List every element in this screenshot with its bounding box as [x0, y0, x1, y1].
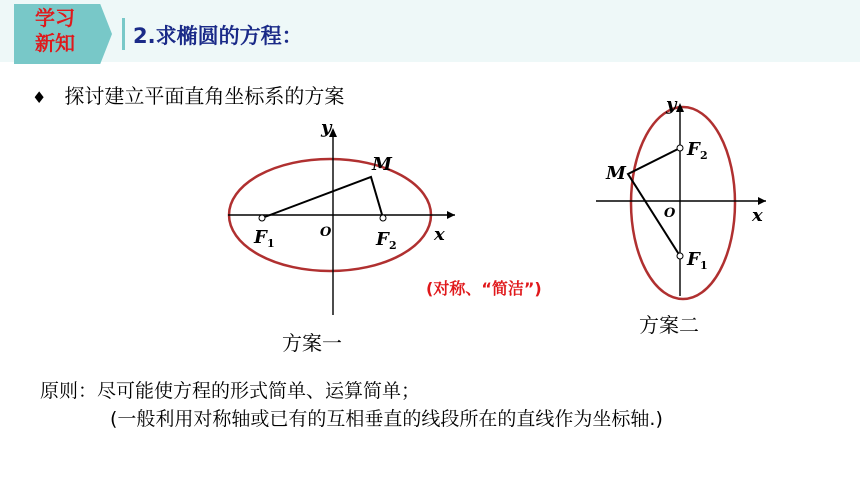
principle-line-1: 原则：尽可能使方程的形式简单、运算简单； — [40, 380, 421, 402]
x-arrow-two — [758, 197, 766, 205]
x-label-one: x — [434, 224, 445, 245]
origin-label-one: O — [320, 225, 332, 240]
symmetry-note: (对称、“简洁”) — [426, 279, 542, 298]
focus-point-f2-two — [677, 145, 683, 151]
x-label-two: x — [752, 205, 763, 226]
page-title: 2.求椭圆的方程： — [133, 24, 303, 48]
tag-line-2: 新知 — [35, 31, 75, 55]
y-label-two: y — [666, 94, 677, 115]
tag-line-1: 学习 — [35, 6, 75, 30]
f1-sub-two: 1 — [700, 259, 708, 272]
f1-label-two: F — [687, 249, 700, 270]
caption-scheme-one: 方案一 — [282, 331, 342, 355]
f1-label-one: F — [254, 227, 267, 248]
focus-point-f1-two — [677, 253, 683, 259]
caption-scheme-two: 方案二 — [639, 313, 699, 337]
f1-sub-one: 1 — [267, 237, 275, 250]
diamond-bullet-icon: ♦ — [32, 88, 47, 107]
principle-line-2: (一般利用对称轴或已有的互相垂直的线段所在的直线作为坐标轴.) — [110, 408, 663, 430]
f2-label-one: F — [376, 229, 389, 250]
origin-label-two: O — [664, 206, 676, 221]
m-label-one: M — [372, 154, 392, 175]
f2-label-two: F — [687, 139, 700, 160]
f2-sub-two: 2 — [700, 149, 708, 162]
m-label-two: M — [606, 163, 626, 184]
y-label-one: y — [321, 117, 332, 138]
f2-sub-one: 2 — [389, 239, 397, 252]
bullet-text: 探讨建立平面直角坐标系的方案 — [64, 84, 345, 108]
